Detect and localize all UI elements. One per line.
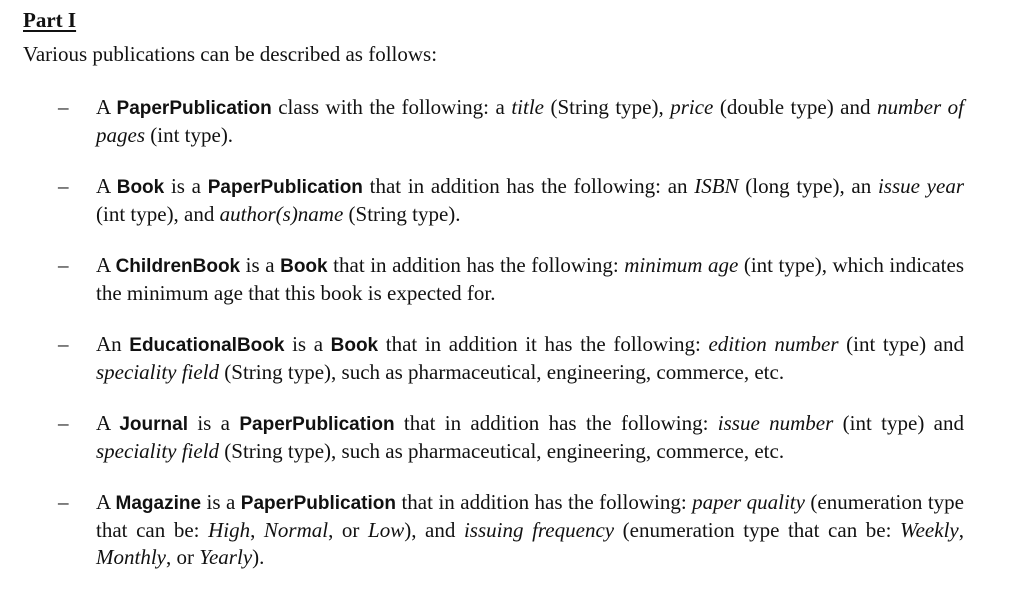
text-segment: A <box>96 253 116 277</box>
intro-text: Various publications can be described as follows: <box>23 42 438 66</box>
attribute-name: minimum age <box>624 253 739 277</box>
attribute-name: edition number <box>708 332 839 356</box>
attribute-name: paper quality <box>692 490 805 514</box>
attribute-name: price <box>670 95 714 119</box>
text-segment: is a <box>284 332 331 356</box>
text-segment: that in addition has the following: <box>396 490 693 514</box>
list-bullet-dash: – <box>58 411 69 435</box>
text-segment: (int type) and <box>838 332 965 356</box>
text-segment: is a <box>164 174 208 198</box>
attribute-name: Low <box>368 518 405 542</box>
text-segment: (double type) and <box>713 95 877 119</box>
text-segment: is a <box>201 490 241 514</box>
text-segment: that in addition it has the following: <box>378 332 709 356</box>
list-item-text <box>96 331 964 386</box>
list-item-text <box>96 94 964 149</box>
text-segment: An <box>96 332 130 356</box>
text-segment: A <box>96 411 120 435</box>
attribute-name: author(s)name <box>219 202 344 226</box>
class-name: Book <box>330 335 379 356</box>
text-segment: A <box>96 95 117 119</box>
part-heading: Part I <box>23 8 77 32</box>
attribute-name: Monthly <box>96 545 166 569</box>
text-segment: A <box>96 490 116 514</box>
class-name: ChildrenBook <box>115 256 241 277</box>
list-bullet-dash: – <box>58 490 69 514</box>
attribute-name: Yearly <box>199 545 253 569</box>
class-name: Journal <box>119 414 188 435</box>
class-name: PaperPublication <box>240 493 396 514</box>
list-bullet-dash: – <box>58 332 69 356</box>
list-item-text <box>96 410 964 465</box>
text-segment: that in addition has the following: <box>394 411 718 435</box>
attribute-name: issue year <box>877 174 964 198</box>
text-segment: , or <box>328 518 369 542</box>
text-segment: ). <box>252 545 265 569</box>
list-bullet-dash: – <box>58 253 69 277</box>
attribute-name: Weekly <box>900 518 959 542</box>
text-segment: (String type), <box>544 95 671 119</box>
attribute-name: Normal <box>263 518 329 542</box>
text-segment: , <box>958 518 964 542</box>
text-segment: class with the following: a <box>271 95 512 119</box>
attribute-name: number of pages <box>96 95 964 147</box>
text-segment: (enumeration type that can be: <box>96 490 965 542</box>
text-segment: (enumeration type that can be: <box>614 518 901 542</box>
text-segment: (int type), and <box>96 202 220 226</box>
text-segment: (long type), an <box>738 174 878 198</box>
class-name: PaperPublication <box>239 414 395 435</box>
attribute-name: speciality field <box>96 360 220 384</box>
text-segment: is a <box>187 411 240 435</box>
class-name: PaperPublication <box>207 177 363 198</box>
attribute-name: title <box>511 95 544 119</box>
list-bullet-dash: – <box>58 95 69 119</box>
text-segment: that in addition has the following: <box>327 253 625 277</box>
class-name: Magazine <box>115 493 202 514</box>
text-segment: (String type). <box>343 202 461 226</box>
text-segment: , <box>250 518 264 542</box>
class-name: PaperPublication <box>116 98 272 119</box>
list-item-text <box>96 173 964 228</box>
text-segment: (int type), which indicates the minimum age that this book is expected for. <box>96 253 965 305</box>
text-segment: (int type) and <box>833 411 964 435</box>
list-item-text <box>96 252 964 307</box>
class-name: Book <box>116 177 165 198</box>
text-segment: that in addition has the following: an <box>362 174 695 198</box>
class-name: EducationalBook <box>129 335 285 356</box>
text-segment: (int type). <box>145 123 234 147</box>
attribute-name: ISBN <box>694 174 739 198</box>
text-segment: is a <box>240 253 281 277</box>
text-segment: A <box>96 174 117 198</box>
text-segment: (String type), such as pharmaceutical, engineering, commerce, etc. <box>219 439 785 463</box>
attribute-name: issuing frequency <box>463 518 615 542</box>
text-segment: , or <box>165 545 200 569</box>
attribute-name: speciality field <box>96 439 220 463</box>
attribute-name: issue number <box>717 411 834 435</box>
text-segment: (String type), such as pharmaceutical, engineering, commerce, etc. <box>219 360 785 384</box>
text-segment: ), and <box>404 518 464 542</box>
attribute-name: High <box>208 518 251 542</box>
class-name: Book <box>280 256 328 277</box>
list-bullet-dash: – <box>58 174 69 198</box>
list-item-text <box>96 489 964 571</box>
